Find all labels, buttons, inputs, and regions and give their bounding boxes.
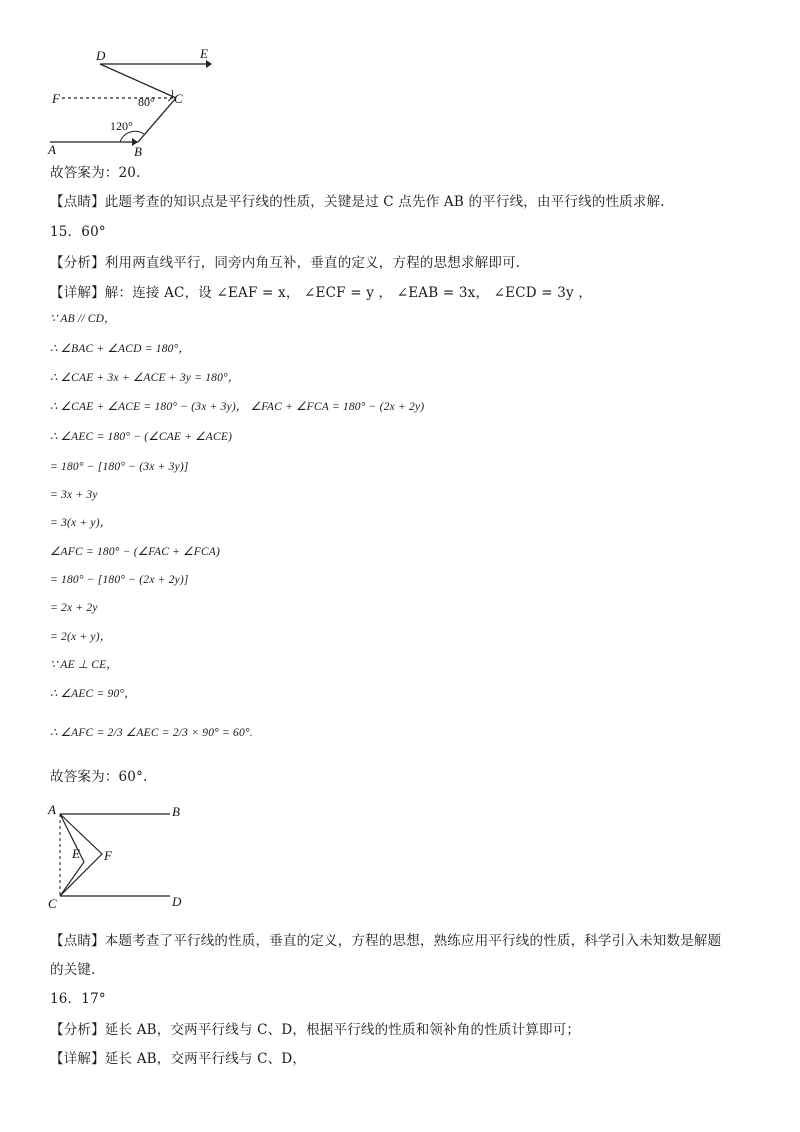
q15-step: ∴ ∠AEC = 180° − (∠CAE + ∠ACE) xyxy=(50,431,233,443)
angle-b-value: 120° xyxy=(110,119,133,133)
label-B: B xyxy=(172,804,180,819)
label-E: E xyxy=(72,846,80,861)
q16-header: 16．17° xyxy=(50,991,106,1007)
q15-step: ∴ ∠CAE + ∠ACE = 180° − (3x + 3y)， ∠FAC + ∠FCA = 180° − (2x + 2y) xyxy=(50,401,425,413)
figure-parallel-lines-2 xyxy=(40,800,200,910)
q15-step: ∴ ∠BAC + ∠ACD = 180°， xyxy=(50,343,191,355)
q15-analysis: 【分析】利用两直线平行，同旁内角互补，垂直的定义，方程的思想求解即可. xyxy=(50,255,521,271)
q15-step: = 180° − [180° − (2x + 2y)] xyxy=(50,574,189,586)
q15-step: = 2(x + y)， xyxy=(50,631,112,643)
q15-step: = 3x + 3y xyxy=(50,489,98,501)
label-F: F xyxy=(52,91,60,106)
angle-c-value: 80° xyxy=(138,95,155,109)
q15-step: ∵ AE ⊥ CE， xyxy=(50,659,118,671)
q15-step: = 180° − [180° − (3x + 3y)] xyxy=(50,461,189,473)
figure-parallel-lines-1 xyxy=(40,40,240,158)
q16-analysis: 【分析】延长 AB，交两平行线与 C、D，根据平行线的性质和领补角的性质计算即可； xyxy=(50,1022,581,1038)
q15-step-final: ∴ ∠AFC = 2/3 ∠AEC = 2/3 × 90° = 60°. xyxy=(50,727,253,739)
q15-answer: 故答案为：60°. xyxy=(50,769,148,785)
label-B: B xyxy=(134,144,142,158)
label-F: F xyxy=(104,848,112,863)
q15-step: ∠AFC = 180° − (∠FAC + ∠FCA) xyxy=(50,546,221,558)
q14-answer: 故答案为：20. xyxy=(50,165,141,181)
q15-step: ∵ AB // CD， xyxy=(50,313,116,325)
label-A: A xyxy=(48,142,56,157)
q16-detail: 【详解】延长 AB，交两平行线与 C、D， xyxy=(50,1051,307,1067)
q15-step: = 2x + 2y xyxy=(50,602,98,614)
label-C: C xyxy=(48,896,57,910)
label-D: D xyxy=(172,894,182,909)
q15-header: 15．60° xyxy=(50,224,106,240)
q15-step: = 3(x + y)， xyxy=(50,517,112,529)
q15-detail-intro: 【详解】解：连接 AC，设 ∠EAF = x， ∠ECF = y ， ∠EAB = 3x， ∠ECD = 3y ， xyxy=(50,285,593,301)
label-A: A xyxy=(48,802,56,817)
q15-comment-1: 【点睛】本题考查了平行线的性质，垂直的定义，方程的思想，熟练应用平行线的性质，科学引入未知数是解题 xyxy=(50,933,722,949)
label-C: C xyxy=(174,91,183,106)
q15-step: ∴ ∠CAE + 3x + ∠ACE + 3y = 180°， xyxy=(50,372,240,384)
q15-comment-2: 的关键. xyxy=(50,962,96,978)
label-D: D xyxy=(96,48,106,63)
q14-comment: 【点睛】此题考查的知识点是平行线的性质，关键是过 C 点先作 AB 的平行线，由平行线的性质求解. xyxy=(50,194,665,210)
q15-step: ∴ ∠AEC = 90°， xyxy=(50,688,136,700)
label-E: E xyxy=(200,46,208,61)
